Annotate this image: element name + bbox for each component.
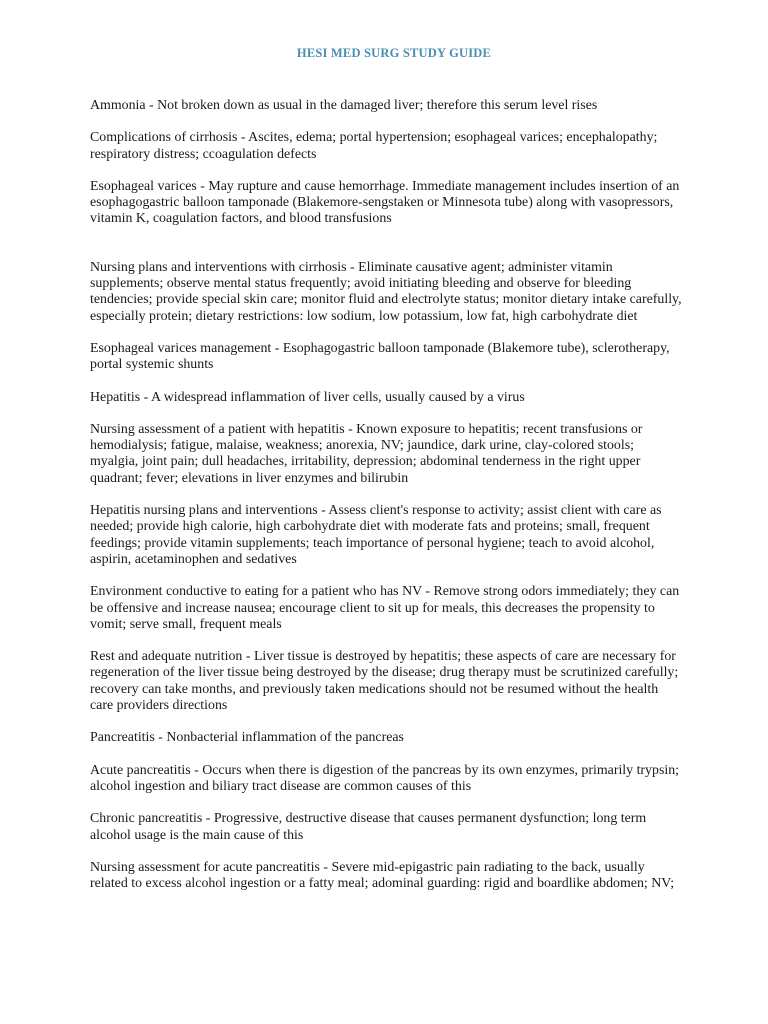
entry-hepatitis-assessment: Nursing assessment of a patient with hepatitis - Known exposure to hepatitis; recent transfusions or hemodialysis; fatigue, malaise, weakness; anorexia, NV; jaundice, dark urine, clay-colored stools; myalgia, joint pain; dull headaches, irritability, depression; abdominal tenderness in the right upper quadrant; fever; elevations in liver enzymes and bilirubin: [90, 421, 643, 486]
entry-pancreatitis: Pancreatitis - Nonbacterial inflammation of the pancreas: [90, 730, 404, 746]
document-title: HESI MED SURG STUDY GUIDE: [296, 46, 492, 60]
entry-esophageal-varices: Esophageal varices - May rupture and cause hemorrhage. Immediate management includes insertion of an esophagogastric balloon tamponade (Blakemore-sengstaken or Minnesota tube) along with vasopressors, vitamin K, coagulation factors, and blood transfusions: [90, 178, 680, 227]
entry-rest-nutrition: Rest and adequate nutrition - Liver tissue is destroyed by hepatitis; these aspects of care are necessary for regeneration of the liver tissue being destroyed by the disease; drug therapy must be scrutinized carefully; recovery can take months, and previously taken medications should not be resumed without the health care providers directions: [90, 649, 679, 714]
entry-varices-management: Esophageal varices management - Esophagogastric balloon tamponade (Blakemore tube), sclerotherapy, portal systemic shunts: [90, 340, 670, 373]
entry-nv-environment: Environment conductive to eating for a patient who has NV - Remove strong odors immediately; they can be offensive and increase nausea; encourage client to sit up for meals, this decreases the propensity to vomit; serve small, frequent meals: [90, 584, 680, 632]
entry-acute-pancreatitis-assessment: Nursing assessment for acute pancreatitis - Severe mid-epigastric pain radiating to the back, usually related to excess alcohol ingestion or a fatty meal; adominal guarding: rigid and boardlike abdomen; NV;: [90, 859, 675, 892]
entry-hepatitis-nursing-plans: Hepatitis nursing plans and interventions - Assess client's response to activity; assist client with care as needed; provide high calorie, high carbohydrate diet with moderate fats and proteins; small, frequent feedings; provide vitamin supplements; teach importance of personal hygiene; teach to avoid alcohol, aspirin, acetaminophen and sedatives: [90, 503, 662, 567]
entry-acute-pancreatitis: Acute pancreatitis - Occurs when there is digestion of the pancreas by its own enzymes, primarily trypsin; alcohol ingestion and biliary tract disease are common causes of this: [90, 762, 680, 794]
entry-chronic-pancreatitis: Chronic pancreatitis - Progressive, destructive disease that causes permanent dysfunction; long term alcohol usage is the main cause of this: [90, 811, 647, 843]
entry-cirrhosis-complications: Complications of cirrhosis - Ascites, edema; portal hypertension; esophageal varices; encephalopathy; respiratory distress; ccoagulation defects: [90, 130, 658, 162]
entry-hepatitis: Hepatitis - A widespread inflammation of liver cells, usually caused by a virus: [90, 389, 525, 405]
entry-list: [90, 98, 684, 892]
entry-cirrhosis-nursing-plans: Nursing plans and interventions with cirrhosis - Eliminate causative agent; administer vitamin supplements; observe mental status frequently; avoid initiating bleeding and observe for bleeding tendencies; provide special skin care; monitor fluid and electrolyte status; monitor dietary intake carefully, especially protein; dietary restrictions: low sodium, low potassium, low fat, high carbohydrate diet: [90, 259, 682, 324]
entry-ammonia: Ammonia - Not broken down as usual in the damaged liver; therefore this serum level rises: [90, 98, 598, 113]
